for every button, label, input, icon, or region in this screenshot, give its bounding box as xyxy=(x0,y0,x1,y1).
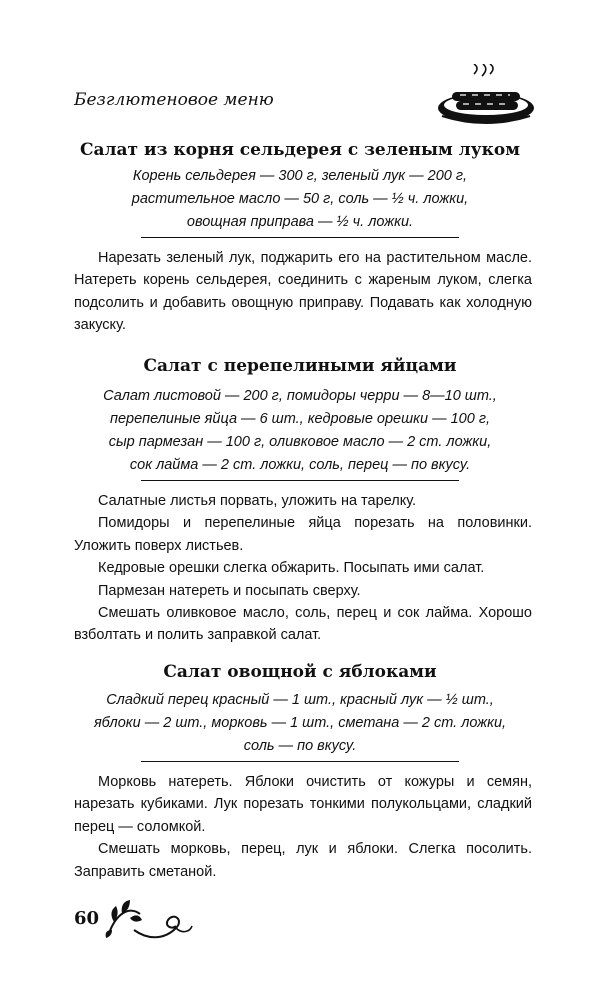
instruction-paragraph: Смешать морковь, перец, лук и яблоки. Слегка посолить. Заправить сметаной. xyxy=(74,841,532,880)
ingredient-line: перепелиные яйца — 6 шт., кедровые орешки — 100 г, xyxy=(109,411,491,427)
running-header: Безглютеновое меню xyxy=(74,90,274,110)
instruction-paragraph: Нарезать зеленый лук, поджарить его на растительном масле. Натереть корень сельдерея, соединить с жареным луком, слегка подсолить и добавить овощную приправу. Подавать как холодную закуску. xyxy=(74,250,532,334)
ingredient-line: Корень сельдерея — 300 г, зеленый лук — 200 г, xyxy=(132,168,468,184)
instruction-paragraph: Пармезан натереть и посыпать сверху. xyxy=(98,582,361,599)
instruction-paragraph: Морковь натереть. Яблоки очистить от кожуры и семян, нарезать кубиками. Лук порезать тонкими полукольцами, сладкий перец — соломкой. xyxy=(74,774,532,835)
section-divider xyxy=(141,480,459,481)
ingredient-line: Сладкий перец красный — 1 шт., красный лук — ½ шт., xyxy=(106,692,494,708)
section-divider xyxy=(141,761,459,762)
ingredients-apple-vegetable-salad xyxy=(0,689,600,758)
page-number: 60 xyxy=(74,908,100,929)
instruction-paragraph: Смешать оливковое масло, соль, перец и сок лайма. Хорошо взболтать и полить заправкой салат. xyxy=(74,605,532,644)
recipe-title-quail-egg-salad: Салат с перепелиными яйцами xyxy=(143,356,457,376)
ingredients-celery-salad xyxy=(0,165,600,234)
instruction-paragraph: Кедровые орешки слегка обжарить. Посыпать ими салат. xyxy=(98,560,485,577)
ingredients-quail-egg-salad xyxy=(0,385,600,477)
instructions-celery-salad xyxy=(74,247,532,337)
recipe-title-apple-vegetable-salad: Салат овощной с яблоками xyxy=(163,662,437,682)
ingredient-line: овощная приправа — ½ ч. ложки. xyxy=(186,214,414,230)
floral-flourish-icon xyxy=(104,892,196,948)
section-divider xyxy=(141,237,459,238)
instruction-paragraph: Помидоры и перепелиные яйца порезать на половинки. Уложить поверх листьев. xyxy=(74,515,532,554)
ingredient-line: Салат листовой — 200 г, помидоры черри — 8—10 шт., xyxy=(103,388,497,404)
recipe-title-celery-salad: Салат из корня сельдерея с зеленым луком xyxy=(80,140,520,160)
grilled-sausages-dish-icon xyxy=(436,64,536,130)
ingredient-line: сок лайма — 2 ст. ложки, соль, перец — по вкусу. xyxy=(129,457,471,473)
instruction-paragraph: Салатные листья порвать, уложить на тарелку. xyxy=(98,493,417,509)
ingredient-line: растительное масло — 50 г, соль — ½ ч. ложки, xyxy=(131,191,469,207)
ingredient-line: соль — по вкусу. xyxy=(243,738,357,754)
ingredient-line: сыр пармезан — 100 г, оливковое масло — 2 ст. ложки, xyxy=(108,434,492,450)
instructions-apple-vegetable-salad xyxy=(74,771,532,883)
instructions-quail-egg-salad xyxy=(74,490,532,647)
ingredient-line: яблоки — 2 шт., морковь — 1 шт., сметана — 2 ст. ложки, xyxy=(93,715,507,731)
